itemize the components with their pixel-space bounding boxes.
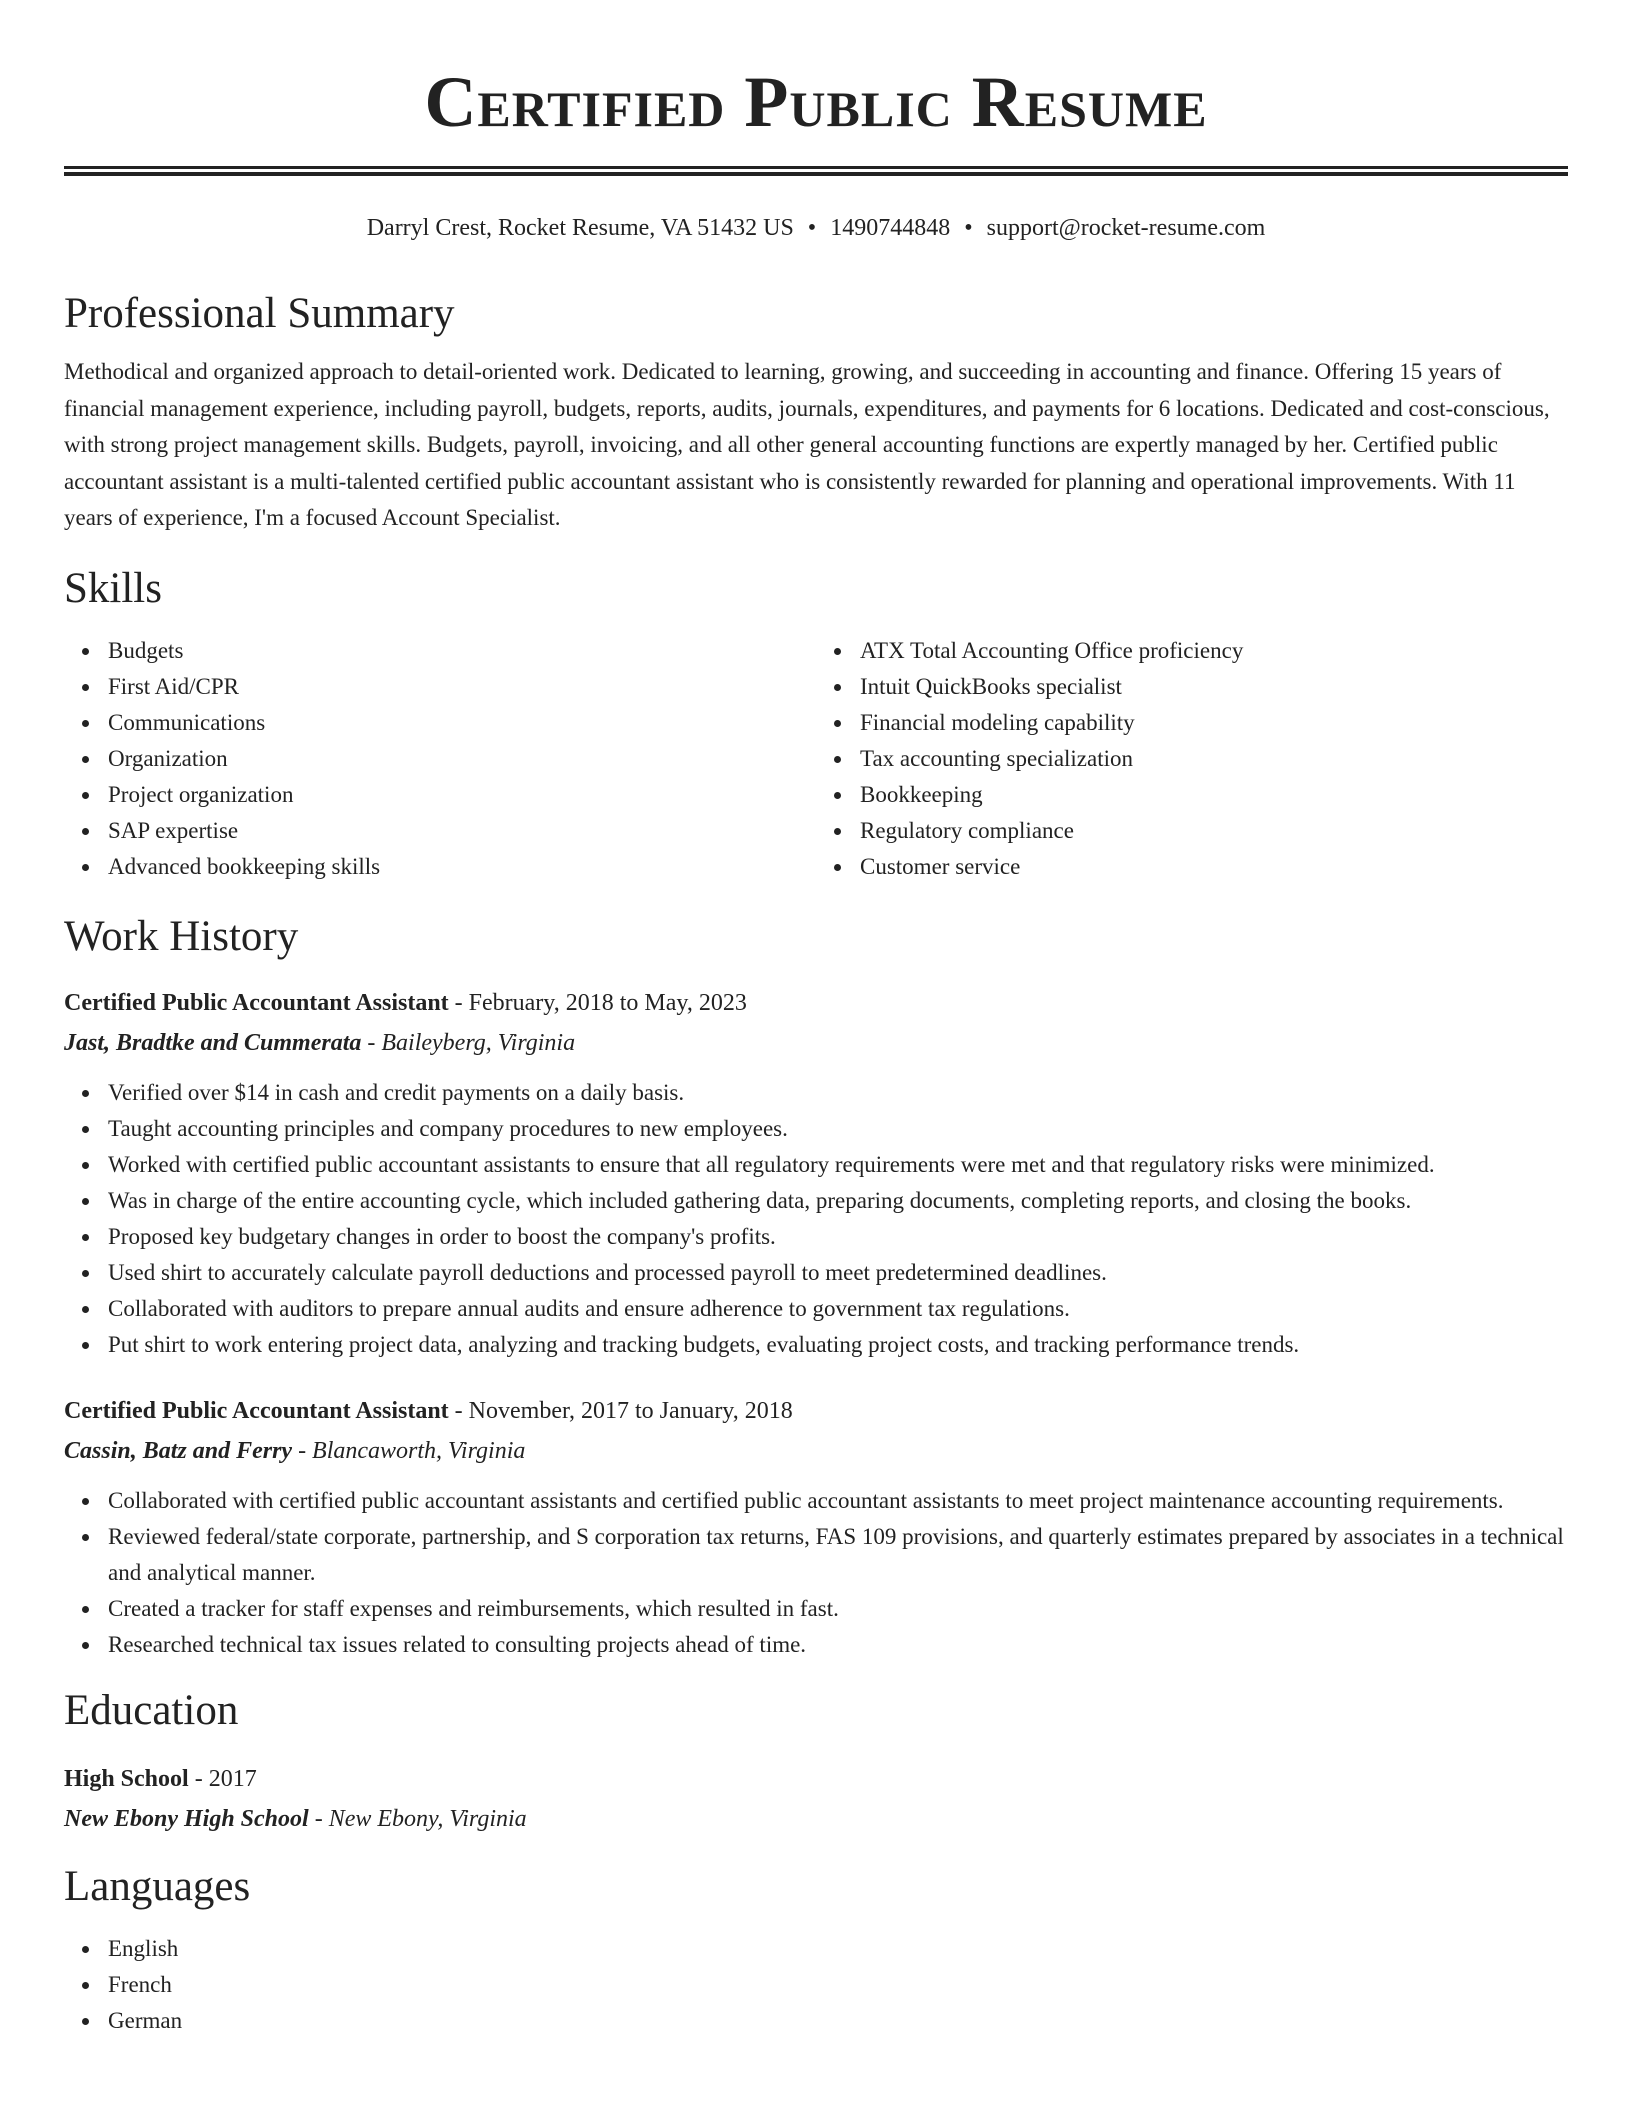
job-bullet: Verified over $14 in cash and credit payments on a daily basis. xyxy=(108,1075,1568,1111)
languages-heading: Languages xyxy=(64,1862,251,1910)
job-bullet: Worked with certified public accountant assistants to ensure that all regulatory requirements were met and that regulatory risks were minimized. xyxy=(108,1147,1568,1183)
education-school-line xyxy=(64,1799,1568,1839)
language-item: English xyxy=(108,1931,1568,1967)
job-bullets xyxy=(64,1483,1568,1663)
contact-address: Darryl Crest, Rocket Resume, VA 51432 US xyxy=(366,215,794,241)
skill-item: Customer service xyxy=(860,849,1568,885)
job-dates: - November, 2017 to January, 2018 xyxy=(448,1397,793,1424)
job-bullet: Reviewed federal/state corporate, partnership, and S corporation tax returns, FAS 109 provisions, and quarterly estimates prepared by associates in a technical and analytical manner. xyxy=(108,1519,1568,1591)
job-bullets xyxy=(64,1075,1568,1363)
job-location: - Blancaworth, Virginia xyxy=(292,1437,526,1464)
education-degree-line xyxy=(64,1759,1568,1799)
job-entry xyxy=(64,1391,1568,1663)
job-title: Certified Public Accountant Assistant xyxy=(64,989,449,1016)
contact-separator: • xyxy=(964,215,973,241)
education-location: - New Ebony, Virginia xyxy=(308,1805,527,1832)
job-bullet: Taught accounting principles and company procedures to new employees. xyxy=(108,1111,1568,1147)
language-item: French xyxy=(108,1967,1568,2003)
education-heading: Education xyxy=(64,1686,239,1734)
job-bullet: Researched technical tax issues related to consulting projects ahead of time. xyxy=(108,1627,1568,1663)
job-bullet: Was in charge of the entire accounting cycle, which included gathering data, preparing documents, completing reports, and closing the books. xyxy=(108,1183,1568,1219)
skill-item: Organization xyxy=(108,741,816,777)
skill-item: Budgets xyxy=(108,633,816,669)
job-bullet: Collaborated with auditors to prepare annual audits and ensure adherence to government tax regulations. xyxy=(108,1291,1568,1327)
summary-text: Methodical and organized approach to detail-oriented work. Dedicated to learning, growing, and succeeding in accounting and finance. Offering 15 years of financial management experience, including payroll, budgets, reports, audits, journals, expenditures, and payments for 6 locations. Dedicated and cost-conscious, with strong project management skills. Budgets, payroll, invoicing, and all other general accounting functions are expertly managed by her. Certified public accountant assistant is a multi-talented certified public accountant assistant who is consistently rewarded for planning and operational improvements. With 11 years of experience, I'm a focused Account Specialist. xyxy=(64,359,1550,530)
job-title: Certified Public Accountant Assistant xyxy=(64,1397,449,1424)
skill-item: Tax accounting specialization xyxy=(860,741,1568,777)
job-bullet: Put shirt to work entering project data, analyzing and tracking budgets, evaluating project costs, and tracking performance trends. xyxy=(108,1327,1568,1363)
skills-list-right xyxy=(816,633,1568,885)
job-company: Cassin, Batz and Ferry xyxy=(64,1437,293,1464)
job-company-line xyxy=(64,1023,1568,1063)
job-title-line xyxy=(64,1391,1568,1431)
skill-item: Financial modeling capability xyxy=(860,705,1568,741)
skill-item: Intuit QuickBooks specialist xyxy=(860,669,1568,705)
contact-separator: • xyxy=(807,215,817,241)
job-bullet: Proposed key budgetary changes in order to boost the company's profits. xyxy=(108,1219,1568,1255)
job-bullet: Created a tracker for staff expenses and reimbursements, which resulted in fast. xyxy=(108,1591,1568,1627)
job-bullet: Used shirt to accurately calculate payroll deductions and processed payroll to meet predetermined deadlines. xyxy=(108,1255,1568,1291)
education-school: New Ebony High School xyxy=(64,1805,309,1832)
job-bullet: Collaborated with certified public accountant assistants and certified public accountant assistants to meet project maintenance accounting requirements. xyxy=(108,1483,1568,1519)
skill-item: Advanced bookkeeping skills xyxy=(108,849,816,885)
skill-item: SAP expertise xyxy=(108,813,816,849)
education-entry xyxy=(64,1759,1568,1839)
job-title-line xyxy=(64,983,1568,1023)
job-dates: - February, 2018 to May, 2023 xyxy=(448,989,747,1016)
work-history-heading: Work History xyxy=(64,912,299,960)
skill-item: Communications xyxy=(108,705,816,741)
skill-item: Regulatory compliance xyxy=(860,813,1568,849)
skill-item: Bookkeeping xyxy=(860,777,1568,813)
skill-item: Project organization xyxy=(108,777,816,813)
skills-list-left xyxy=(64,633,816,885)
job-company: Jast, Bradtke and Cummerata xyxy=(64,1029,362,1056)
skills-heading: Skills xyxy=(64,564,162,612)
contact-email: support@rocket-resume.com xyxy=(986,215,1266,241)
job-company-line xyxy=(64,1431,1568,1471)
resume-title: Certified Public Resume xyxy=(424,62,1208,142)
title-divider xyxy=(64,166,1568,176)
skills-columns xyxy=(64,633,1568,885)
language-item: German xyxy=(108,2003,1568,2039)
contact-line xyxy=(64,212,1568,244)
skill-item: ATX Total Accounting Office proficiency xyxy=(860,633,1568,669)
summary-heading: Professional Summary xyxy=(64,290,455,337)
education-degree: High School xyxy=(64,1765,189,1792)
job-location: - Baileyberg, Virginia xyxy=(361,1029,576,1056)
skill-item: First Aid/CPR xyxy=(108,669,816,705)
education-year: - 2017 xyxy=(188,1765,257,1792)
languages-list xyxy=(64,1931,1568,2039)
job-entry xyxy=(64,983,1568,1363)
contact-phone: 1490744848 xyxy=(830,215,951,241)
